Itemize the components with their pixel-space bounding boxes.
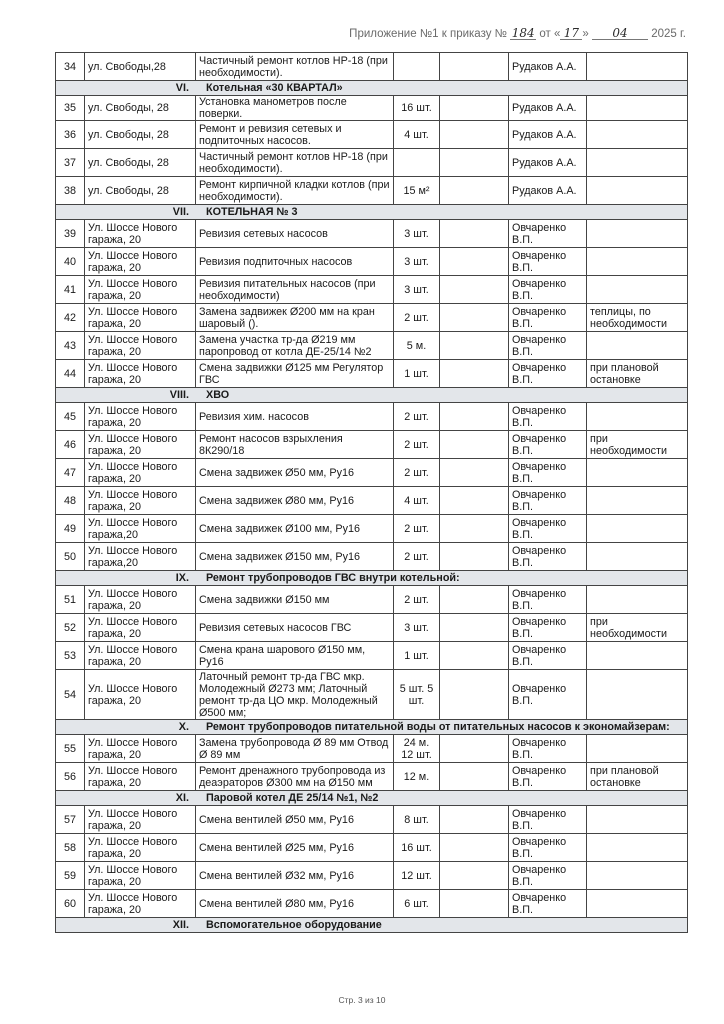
section-header-row [56, 81, 688, 96]
quantity-cell: 16 шт. [394, 834, 440, 862]
quantity-cell: 12 м. [394, 763, 440, 791]
note-cell [587, 487, 688, 515]
responsible-cell: Овчаренко В.П. [509, 220, 587, 248]
blank-cell [440, 276, 509, 304]
table-row [56, 121, 688, 149]
table-row [56, 890, 688, 918]
row-number: 41 [56, 276, 85, 304]
note-cell [587, 806, 688, 834]
blank-cell [440, 53, 509, 81]
row-number: 42 [56, 304, 85, 332]
row-number: 45 [56, 403, 85, 431]
work-description-cell: Смена задвижек Ø50 мм, Ру16 [196, 459, 394, 487]
table-row [56, 360, 688, 388]
blank-cell [440, 304, 509, 332]
responsible-cell: Овчаренко В.П. [509, 670, 587, 720]
blank-cell [440, 121, 509, 149]
blank-cell [440, 248, 509, 276]
quantity-cell: 8 шт. [394, 806, 440, 834]
address-cell: Ул. Шоссе Нового гаража, 20 [85, 248, 196, 276]
responsible-cell: Овчаренко В.П. [509, 360, 587, 388]
table-row [56, 332, 688, 360]
address-cell: Ул. Шоссе Нового гаража, 20 [85, 403, 196, 431]
table-row [56, 276, 688, 304]
document-header [349, 27, 686, 40]
quantity-cell: 16 шт. [394, 96, 440, 121]
blank-cell [440, 670, 509, 720]
responsible-cell: Рудаков А.А. [509, 149, 587, 177]
responsible-cell: Овчаренко В.П. [509, 890, 587, 918]
responsible-cell: Овчаренко В.П. [509, 459, 587, 487]
address-cell: Ул. Шоссе Нового гаража, 20 [85, 642, 196, 670]
responsible-cell: Овчаренко В.П. [509, 806, 587, 834]
work-description-cell: Смена задвижек Ø150 мм, Ру16 [196, 543, 394, 571]
work-description-cell: Ревизия подпиточных насосов [196, 248, 394, 276]
responsible-cell: Овчаренко В.П. [509, 586, 587, 614]
blank-cell [440, 149, 509, 177]
address-cell: ул. Свободы, 28 [85, 149, 196, 177]
table-row [56, 177, 688, 205]
quantity-cell: 4 шт. [394, 487, 440, 515]
note-cell [587, 670, 688, 720]
row-number: 46 [56, 431, 85, 459]
order-day: 17 [560, 27, 582, 40]
work-description-cell: Смена вентилей Ø25 мм, Ру16 [196, 834, 394, 862]
address-cell: ул. Свободы, 28 [85, 121, 196, 149]
work-description-cell: Смена задвижек Ø100 мм, Ру16 [196, 515, 394, 543]
blank-cell [440, 403, 509, 431]
work-description-cell: Ревизия сетевых насосов ГВС [196, 614, 394, 642]
blank-cell [440, 220, 509, 248]
quantity-cell: 3 шт. [394, 220, 440, 248]
table-body [56, 53, 688, 933]
row-number: 54 [56, 670, 85, 720]
work-description-cell: Латочный ремонт тр-да ГВС мкр. Молодежный Ø273 мм; Латочный ремонт тр-да ЦО мкр. Молодежный Ø500 мм; [196, 670, 394, 720]
note-cell [587, 459, 688, 487]
blank-cell [440, 614, 509, 642]
note-cell [587, 220, 688, 248]
header-prefix: Приложение №1 к приказу № [349, 28, 507, 40]
section-number: VIII. [56, 388, 196, 403]
work-description-cell: Ревизия сетевых насосов [196, 220, 394, 248]
section-title: Вспомогательное оборудование [196, 918, 688, 933]
table-row [56, 642, 688, 670]
row-number: 47 [56, 459, 85, 487]
address-cell: Ул. Шоссе Нового гаража, 20 [85, 220, 196, 248]
note-cell [587, 834, 688, 862]
quantity-cell: 2 шт. [394, 543, 440, 571]
address-cell: Ул. Шоссе Нового гаража, 20 [85, 890, 196, 918]
responsible-cell: Овчаренко В.П. [509, 614, 587, 642]
address-cell: Ул. Шоссе Нового гаража, 20 [85, 304, 196, 332]
row-number: 39 [56, 220, 85, 248]
blank-cell [440, 890, 509, 918]
note-cell [587, 121, 688, 149]
quantity-cell: 2 шт. [394, 431, 440, 459]
address-cell: Ул. Шоссе Нового гаража, 20 [85, 360, 196, 388]
work-description-cell: Смена вентилей Ø32 мм, Ру16 [196, 862, 394, 890]
section-number: XII. [56, 918, 196, 933]
note-cell [587, 332, 688, 360]
section-title: ХВО [196, 388, 688, 403]
responsible-cell: Овчаренко В.П. [509, 543, 587, 571]
address-cell: ул. Свободы,28 [85, 53, 196, 81]
section-header-row [56, 571, 688, 586]
blank-cell [440, 586, 509, 614]
note-cell: при плановой остановке [587, 360, 688, 388]
quantity-cell: 3 шт. [394, 614, 440, 642]
work-description-cell: Ремонт и ревизия сетевых и подпиточных насосов. [196, 121, 394, 149]
responsible-cell: Овчаренко В.П. [509, 763, 587, 791]
table-row [56, 834, 688, 862]
address-cell: Ул. Шоссе Нового гаража, 20 [85, 487, 196, 515]
table-row [56, 614, 688, 642]
work-description-cell: Ревизия хим. насосов [196, 403, 394, 431]
section-number: VII. [56, 205, 196, 220]
work-description-cell: Установка манометров после поверки. [196, 96, 394, 121]
table-row [56, 735, 688, 763]
blank-cell [440, 862, 509, 890]
row-number: 48 [56, 487, 85, 515]
address-cell: Ул. Шоссе Нового гаража, 20 [85, 431, 196, 459]
note-cell: при необходимости [587, 614, 688, 642]
row-number: 51 [56, 586, 85, 614]
row-number: 35 [56, 96, 85, 121]
table-row [56, 515, 688, 543]
quantity-cell: 3 шт. [394, 276, 440, 304]
work-description-cell: Ремонт дренажного трубопровода из деаэраторов Ø300 мм на Ø150 мм [196, 763, 394, 791]
address-cell: Ул. Шоссе Нового гаража, 20 [85, 276, 196, 304]
table-row [56, 459, 688, 487]
section-title: Ремонт трубопроводов питательной воды от питательных насосов к экономайзерам: [196, 720, 688, 735]
order-year: 2025 г. [651, 28, 686, 40]
page-footer: Стр. 3 из 10 [338, 995, 386, 1005]
table-row [56, 586, 688, 614]
note-cell [587, 248, 688, 276]
work-description-cell: Частичный ремонт котлов НР-18 (при необходимости). [196, 149, 394, 177]
section-header-row [56, 205, 688, 220]
section-header-row [56, 918, 688, 933]
responsible-cell: Овчаренко В.П. [509, 515, 587, 543]
work-plan-table [55, 52, 688, 933]
row-number: 59 [56, 862, 85, 890]
responsible-cell: Овчаренко В.П. [509, 248, 587, 276]
blank-cell [440, 806, 509, 834]
address-cell: ул. Свободы, 28 [85, 177, 196, 205]
quantity-cell: 24 м. 12 шт. [394, 735, 440, 763]
responsible-cell: Овчаренко В.П. [509, 862, 587, 890]
quantity-cell [394, 149, 440, 177]
note-cell [587, 862, 688, 890]
blank-cell [440, 431, 509, 459]
responsible-cell: Овчаренко В.П. [509, 642, 587, 670]
section-title: Паровой котел ДЕ 25/14 №1, №2 [196, 791, 688, 806]
note-cell [587, 149, 688, 177]
blank-cell [440, 459, 509, 487]
row-number: 34 [56, 53, 85, 81]
note-cell [587, 515, 688, 543]
address-cell: Ул. Шоссе Нового гаража, 20 [85, 459, 196, 487]
row-number: 36 [56, 121, 85, 149]
blank-cell [440, 735, 509, 763]
row-number: 55 [56, 735, 85, 763]
row-number: 52 [56, 614, 85, 642]
quantity-cell: 2 шт. [394, 304, 440, 332]
quantity-cell: 2 шт. [394, 515, 440, 543]
responsible-cell: Овчаренко В.П. [509, 403, 587, 431]
note-cell [587, 735, 688, 763]
row-number: 49 [56, 515, 85, 543]
row-number: 44 [56, 360, 85, 388]
responsible-cell: Овчаренко В.П. [509, 431, 587, 459]
responsible-cell: Овчаренко В.П. [509, 834, 587, 862]
table-row [56, 431, 688, 459]
blank-cell [440, 332, 509, 360]
table-row [56, 862, 688, 890]
blank-cell [440, 543, 509, 571]
note-cell [587, 642, 688, 670]
row-number: 57 [56, 806, 85, 834]
table-row [56, 53, 688, 81]
table-row [56, 403, 688, 431]
quantity-cell: 6 шт. [394, 890, 440, 918]
work-description-cell: Ревизия питательных насосов (при необходимости) [196, 276, 394, 304]
quantity-cell: 4 шт. [394, 121, 440, 149]
responsible-cell: Рудаков А.А. [509, 177, 587, 205]
section-header-row [56, 720, 688, 735]
address-cell: Ул. Шоссе Нового гаража, 20 [85, 735, 196, 763]
section-header-row [56, 791, 688, 806]
row-number: 53 [56, 642, 85, 670]
blank-cell [440, 515, 509, 543]
address-cell: Ул. Шоссе Нового гаража, 20 [85, 763, 196, 791]
work-description-cell: Смена задвижки Ø125 мм Регулятор ГВС [196, 360, 394, 388]
section-title: Ремонт трубопроводов ГВС внутри котельной: [196, 571, 688, 586]
row-number: 50 [56, 543, 85, 571]
quantity-cell: 12 шт. [394, 862, 440, 890]
address-cell: Ул. Шоссе Нового гаража, 20 [85, 586, 196, 614]
work-description-cell: Смена вентилей Ø80 мм, Ру16 [196, 890, 394, 918]
header-from: от « [539, 28, 561, 40]
work-description-cell: Замена задвижек Ø200 мм на кран шаровый (). [196, 304, 394, 332]
responsible-cell: Овчаренко В.П. [509, 332, 587, 360]
note-cell [587, 276, 688, 304]
table-row [56, 248, 688, 276]
table-row [56, 220, 688, 248]
blank-cell [440, 763, 509, 791]
quantity-cell: 2 шт. [394, 586, 440, 614]
table-row [56, 149, 688, 177]
address-cell: Ул. Шоссе Нового гаража,20 [85, 543, 196, 571]
work-description-cell: Смена крана шарового Ø150 мм, Ру16 [196, 642, 394, 670]
section-header-row [56, 388, 688, 403]
row-number: 58 [56, 834, 85, 862]
work-description-cell: Ремонт насосов взрыхления 8К290/18 [196, 431, 394, 459]
table-row [56, 806, 688, 834]
quantity-cell: 1 шт. [394, 642, 440, 670]
quantity-cell: 1 шт. [394, 360, 440, 388]
table-row [56, 304, 688, 332]
blank-cell [440, 96, 509, 121]
table-row [56, 487, 688, 515]
note-cell: теплицы, по необходимости [587, 304, 688, 332]
section-number: IX. [56, 571, 196, 586]
work-description-cell: Смена вентилей Ø50 мм, Ру16 [196, 806, 394, 834]
row-number: 60 [56, 890, 85, 918]
responsible-cell: Овчаренко В.П. [509, 276, 587, 304]
quantity-cell: 2 шт. [394, 403, 440, 431]
address-cell: Ул. Шоссе Нового гаража,20 [85, 515, 196, 543]
section-number: VI. [56, 81, 196, 96]
address-cell: Ул. Шоссе Нового гаража, 20 [85, 834, 196, 862]
note-cell [587, 403, 688, 431]
address-cell: Ул. Шоссе Нового гаража, 20 [85, 806, 196, 834]
quantity-cell [394, 53, 440, 81]
work-description-cell: Замена участка тр-да Ø219 мм паропровод от котла ДЕ-25/14 №2 [196, 332, 394, 360]
responsible-cell: Овчаренко В.П. [509, 304, 587, 332]
blank-cell [440, 642, 509, 670]
work-description-cell: Смена задвижки Ø150 мм [196, 586, 394, 614]
order-number: 184 [511, 26, 535, 40]
row-number: 38 [56, 177, 85, 205]
row-number: 40 [56, 248, 85, 276]
note-cell: при плановой остановке [587, 763, 688, 791]
address-cell: Ул. Шоссе Нового гаража, 20 [85, 670, 196, 720]
note-cell [587, 96, 688, 121]
order-month: 04 [592, 27, 648, 40]
section-title: Котельная «30 КВАРТАЛ» [196, 81, 688, 96]
address-cell: Ул. Шоссе Нового гаража, 20 [85, 862, 196, 890]
responsible-cell: Рудаков А.А. [509, 96, 587, 121]
table-row [56, 543, 688, 571]
quantity-cell: 3 шт. [394, 248, 440, 276]
blank-cell [440, 487, 509, 515]
table-row [56, 670, 688, 720]
address-cell: Ул. Шоссе Нового гаража, 20 [85, 332, 196, 360]
blank-cell [440, 177, 509, 205]
table-row [56, 763, 688, 791]
responsible-cell: Овчаренко В.П. [509, 735, 587, 763]
row-number: 37 [56, 149, 85, 177]
blank-cell [440, 834, 509, 862]
note-cell [587, 53, 688, 81]
blank-cell [440, 360, 509, 388]
address-cell: Ул. Шоссе Нового гаража, 20 [85, 614, 196, 642]
note-cell [587, 543, 688, 571]
address-cell: ул. Свободы, 28 [85, 96, 196, 121]
note-cell: при необходимости [587, 431, 688, 459]
note-cell [587, 890, 688, 918]
row-number: 56 [56, 763, 85, 791]
header-close-quote: » [582, 28, 589, 40]
note-cell [587, 586, 688, 614]
work-description-cell: Частичный ремонт котлов НР-18 (при необходимости). [196, 53, 394, 81]
quantity-cell: 5 шт. 5 шт. [394, 670, 440, 720]
work-description-cell: Ремонт кирпичной кладки котлов (при необходимости). [196, 177, 394, 205]
work-description-cell: Замена трубопровода Ø 89 мм Отвод Ø 89 мм [196, 735, 394, 763]
note-cell [587, 177, 688, 205]
quantity-cell: 2 шт. [394, 459, 440, 487]
responsible-cell: Овчаренко В.П. [509, 487, 587, 515]
table-row [56, 96, 688, 121]
section-title: КОТЕЛЬНАЯ № 3 [196, 205, 688, 220]
section-number: XI. [56, 791, 196, 806]
quantity-cell: 5 м. [394, 332, 440, 360]
quantity-cell: 15 м² [394, 177, 440, 205]
responsible-cell: Рудаков А.А. [509, 53, 587, 81]
row-number: 43 [56, 332, 85, 360]
work-description-cell: Смена задвижек Ø80 мм, Ру16 [196, 487, 394, 515]
section-number: X. [56, 720, 196, 735]
responsible-cell: Рудаков А.А. [509, 121, 587, 149]
